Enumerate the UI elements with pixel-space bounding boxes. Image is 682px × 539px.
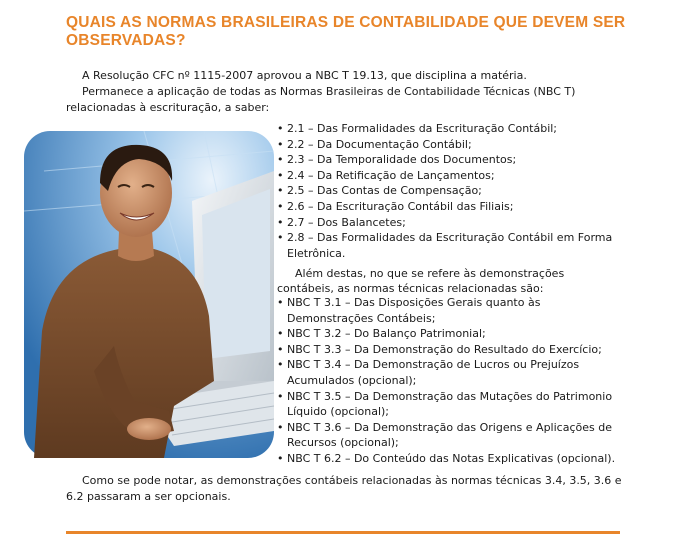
photo-man-at-computer [24, 131, 274, 458]
list-item: • 2.3 – Da Temporalidade dos Documentos; [277, 152, 622, 168]
nbc-demonstracoes-list [277, 295, 622, 467]
middle-paragraph: Além destas, no que se refere às demonstrações contábeis, as normas técnicas relacionadas são: [277, 267, 565, 295]
list-item: • 2.1 – Das Formalidades da Escrituração Contábil; [277, 121, 622, 137]
list-item: • 2.5 – Das Contas de Compensação; [277, 183, 622, 199]
section-title: QUAIS AS NORMAS BRASILEIRAS DE CONTABILIDADE QUE DEVEM SER OBSERVADAS? [66, 14, 626, 49]
list-item: • 2.6 – Da Escrituração Contábil das Filiais; [277, 199, 622, 215]
nbc-escrituracao-list [277, 121, 622, 261]
list-item: • NBC T 3.2 – Do Balanço Patrimonial; [277, 326, 622, 342]
intro-paragraph-2: Permanece a aplicação de todas as Normas Brasileiras de Contabilidade Técnicas (NBC T) relacionadas à escrituração, a saber: [66, 85, 576, 114]
list-item: • 2.8 – Das Formalidades da Escrituração Contábil em Forma Eletrônica. [277, 230, 622, 261]
list-item: • NBC T 3.3 – Da Demonstração do Resultado do Exercício; [277, 342, 622, 358]
list-item: • 2.2 – Da Documentação Contábil; [277, 137, 622, 153]
list-item: • NBC T 3.4 – Da Demonstração de Lucros ou Prejuízos Acumulados (opcional); [277, 357, 622, 388]
list-item: • NBC T 6.2 – Do Conteúdo das Notas Explicativas (opcional). [277, 451, 622, 467]
list-item: • NBC T 3.1 – Das Disposições Gerais quanto às Demonstrações Contábeis; [277, 295, 622, 326]
intro-paragraph-1: A Resolução CFC nº 1115-2007 aprovou a NBC T 19.13, que disciplina a matéria. [82, 69, 527, 82]
bottom-rule [66, 531, 620, 534]
list-item: • NBC T 3.5 – Da Demonstração das Mutações do Patrimonio Líquido (opcional); [277, 389, 622, 420]
list-item: • NBC T 3.6 – Da Demonstração das Origens e Aplicações de Recursos (opcional); [277, 420, 622, 451]
closing-paragraph: Como se pode notar, as demonstrações contábeis relacionadas às normas técnicas 3.4, 3.5, 3.6 e 6.2 passaram a ser opcionais. [66, 474, 622, 503]
list-item: • 2.4 – Da Retificação de Lançamentos; [277, 168, 622, 184]
list-item: • 2.7 – Dos Balancetes; [277, 215, 622, 231]
